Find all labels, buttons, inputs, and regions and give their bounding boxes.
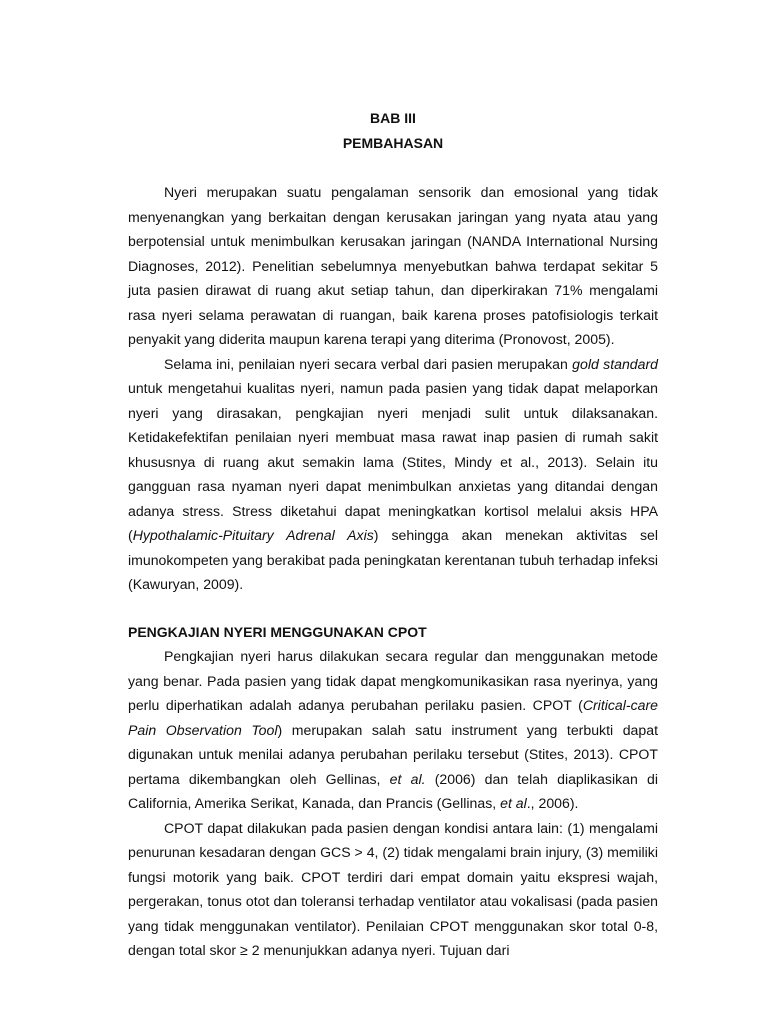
paragraph-2-text: untuk mengetahui kualitas nyeri, namun pada pasien yang tidak dapat melaporkan nyeri yang dirasakan, pengkajian nyeri menjadi sulit untuk dilaksanakan. Ketidakefektifan penilaian nyeri membuat masa rawat inap pasien di rumah sakit khususnya di ruang akut semakin lama (Stites, Mindy et al., 2013). Selain itu gangguan rasa nyaman nyeri dapat menimbulkan anxietas yang ditandai dengan adanya stress. Stress diketahui dapat meningkatkan kortisol melalui aksis HPA ( <box>128 380 658 543</box>
paragraph-3-italic-term: et al <box>500 795 527 811</box>
section-title: PENGKAJIAN NYERI MENGGUNAKAN CPOT <box>128 623 427 640</box>
paragraph-2 <box>128 352 658 597</box>
paragraph-3-italic-term: Critical-care Pain Observation Tool <box>128 697 658 738</box>
paragraph-2-text: Selama ini, penilaian nyeri secara verbal dari pasien merupakan <box>164 355 573 372</box>
paragraph-2-text: ) sehingga akan menekan aktivitas sel imunokompeten yang berakibat pada peningkatan kerentanan tubuh terhadap infeksi (Kawuryan, 2009). <box>128 527 658 592</box>
paragraph-3-text: ., 2006). <box>526 795 579 811</box>
paragraph-1: Nyeri merupakan suatu pengalaman sensorik dan emosional yang tidak menyenangkan yang berkaitan dengan kerusakan jaringan yang nyata atau yang berpotensial untuk menimbulkan kerusakan jaringan (NANDA International Nursing Diagnoses, 2012). Penelitian sebelumnya menyebutkan bahwa terdapat sekitar 5 juta pasien dirawat di ruang akut setiap tahun, dan diperkirakan 71% mengalami rasa nyeri selama perawatan di ruangan, baik karena proses patofisiologis terkait penyakit yang diderita maupun karena terapi yang diterima (Pronovost, 2005). <box>128 184 658 347</box>
paragraph-3-text: ) merupakan salah satu instrument yang terbukti dapat digunakan untuk menilai adanya perubahan perilaku tersebut (Stites, 2013). CPOT pertama dikembangkan oleh Gellinas, <box>128 721 658 787</box>
chapter-subtitle: PEMBAHASAN <box>342 134 444 151</box>
paragraph-3-text: (2006) dan telah diaplikasikan di California, Amerika Serikat, Kanada, dan Prancis (Gellinas, <box>128 770 658 811</box>
paragraph-3-italic-term: et al. <box>389 770 426 787</box>
paragraph-2-italic-term: Hypothalamic-Pituitary Adrenal Axis <box>132 527 374 543</box>
paragraph-3 <box>128 644 658 816</box>
paragraph-3-text: Pengkajian nyeri harus dilakukan secara regular dan menggunakan metode yang benar. Pada pasien yang tidak dapat mengkomunikasikan rasa nyerinya, yang perlu diperhatikan adalah adanya perubahan perilaku pasien. CPOT ( <box>128 648 658 713</box>
paragraph-2-italic-term: gold standard <box>572 355 658 372</box>
chapter-title: BAB III <box>370 110 416 126</box>
paragraph-4: CPOT dapat dilakukan pada pasien dengan kondisi antara lain: (1) mengalami penurunan kesadaran dengan GCS > 4, (2) tidak mengalami brain injury, (3) memiliki fungsi motorik yang baik. CPOT terdiri dari empat domain yaitu ekspresi wajah, pergerakan, tonus otot dan toleransi terhadap ventilator atau vokalisasi (pada pasien yang tidak menggunakan ventilator). Penilaian CPOT menggunakan skor total 0-8, dengan total skor ≥ 2 menunjukkan adanya nyeri. Tujuan dari <box>128 819 658 958</box>
